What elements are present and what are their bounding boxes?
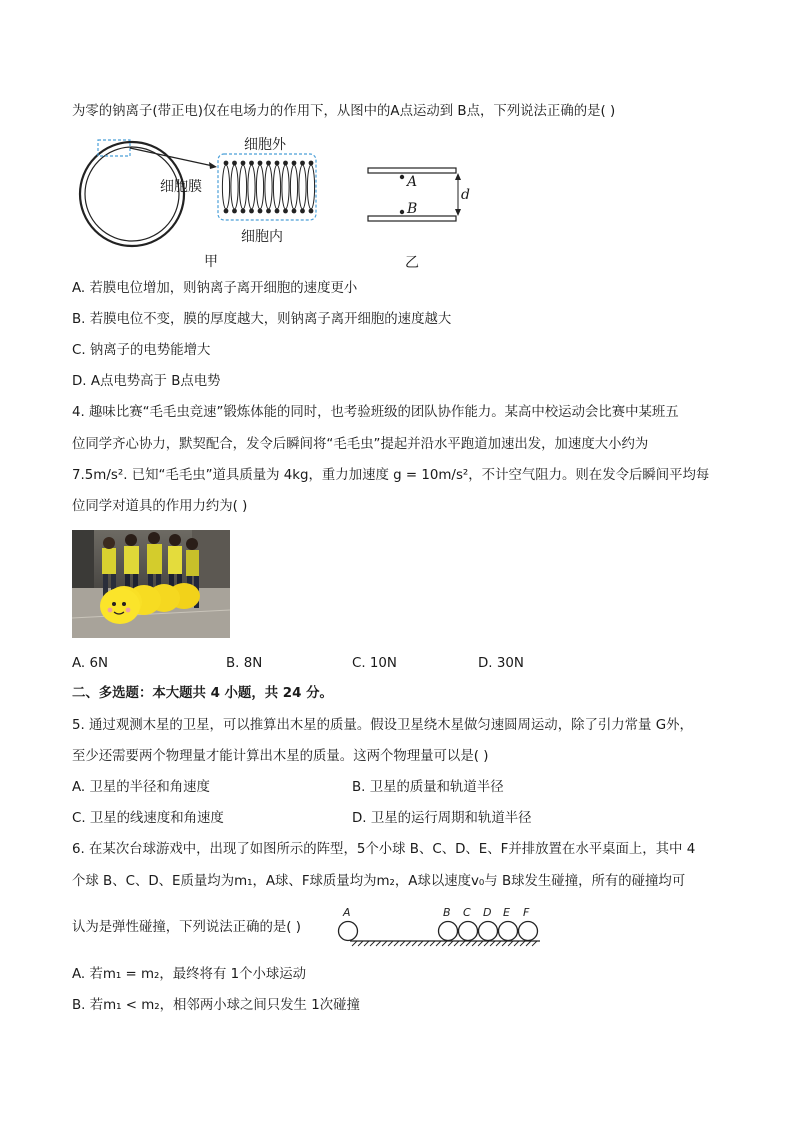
q4-option-b: B. 8N [226,656,263,671]
ball-b [439,922,458,941]
q6-option-a: A. 若m₁ = m₂，最终将有 1个小球运动 [72,967,307,982]
q5-stem-line-1: 5. 通过观测木星的卫星，可以推算出木星的质量。假设卫星绕木星做匀速圆周运动，除了引力常量 G外， [72,718,693,733]
q3-option-d: D. A点电势高于 B点电势 [72,374,221,389]
q4-option-c: C. 10N [352,656,397,671]
q4-stem-line-2: 位同学齐心协力，默契配合，发令后瞬间将“毛毛虫”提起并沿水平跑道加速出发，加速度大小约为 [72,437,649,452]
q5-option-d: D. 卫星的运行周期和轨道半径 [352,811,532,826]
ball-label-f: F [523,906,530,919]
q6-stem-line-1: 6. 在某次台球游戏中，出现了如图所示的阵型，5个小球 B、C、D、E、F并排放置在水平桌面上，其中 4 [72,842,696,857]
q5-option-a: A. 卫星的半径和角速度 [72,780,210,795]
label-cell-membrane: 细胞膜 [160,179,202,195]
q6-stem-line-3: 认为是弹性碰撞，下列说法正确的是( ) [72,920,301,935]
label-cell-outside: 细胞外 [244,137,286,153]
ball-label-e: E [503,906,510,919]
q6-stem-line-2: 个球 B、C、D、E质量均为m₁，A球、F球质量均为m₂，A球以速度v₀与 B球发生碰撞，所有的碰撞均可 [72,874,686,889]
label-distance-d: d [461,187,470,203]
ball-label-b: B [443,906,451,919]
ball-c [459,922,478,941]
ball-f [519,922,538,941]
q5-option-b: B. 卫星的质量和轨道半径 [352,780,504,795]
ball-e [499,922,518,941]
figure-cell-membrane [70,130,330,270]
q5-stem-line-2: 至少还需要两个物理量才能计算出木星的质量。这两个物理量可以是( ) [72,749,489,764]
ball-a [339,922,358,941]
label-point-b: B [407,201,418,217]
ball-d [479,922,498,941]
q4-option-d: D. 30N [478,656,524,671]
q3-option-b: B. 若膜电位不变，膜的厚度越大，则钠离子离开细胞的速度越大 [72,312,452,327]
q4-option-a: A. 6N [72,656,108,671]
ball-label-d: D [483,906,492,919]
caterpillar-race-photo [72,530,230,638]
caption-yi: 乙 [405,255,419,271]
label-point-a: A [407,174,418,190]
q4-stem-line-3: 7.5m/s². 已知“毛毛虫”道具质量为 4kg，重力加速度 g = 10m/s²，不计空气阻力。则在发令后瞬间平均每 [72,468,710,483]
section-title-multiple-choice: 二、多选题：本大题共 4 小题，共 24 分。 [72,686,333,701]
q3-option-c: C. 钠离子的电势能增大 [72,343,211,358]
q3-option-a: A. 若膜电位增加，则钠离子离开细胞的速度更小 [72,281,358,296]
q4-stem-line-1: 4. 趣味比赛“毛毛虫竞速”锻炼体能的同时，也考验班级的团队协作能力。某高中校运动会比赛中某班五 [72,405,679,420]
q3-stem: 为零的钠离子(带正电)仅在电场力的作用下，从图中的A点运动到 B点，下列说法正确的是( ) [72,104,616,119]
ball-label-a: A [343,906,351,919]
caption-jia: 甲 [204,254,218,270]
q4-stem-line-4: 位同学对道具的作用力约为( ) [72,499,248,514]
figure-billiard-balls [330,904,550,950]
ball-label-c: C [463,906,471,919]
q5-option-c: C. 卫星的线速度和角速度 [72,811,224,826]
q6-option-b: B. 若m₁ < m₂，相邻两小球之间只发生 1次碰撞 [72,998,360,1013]
label-cell-inside: 细胞内 [241,229,283,245]
